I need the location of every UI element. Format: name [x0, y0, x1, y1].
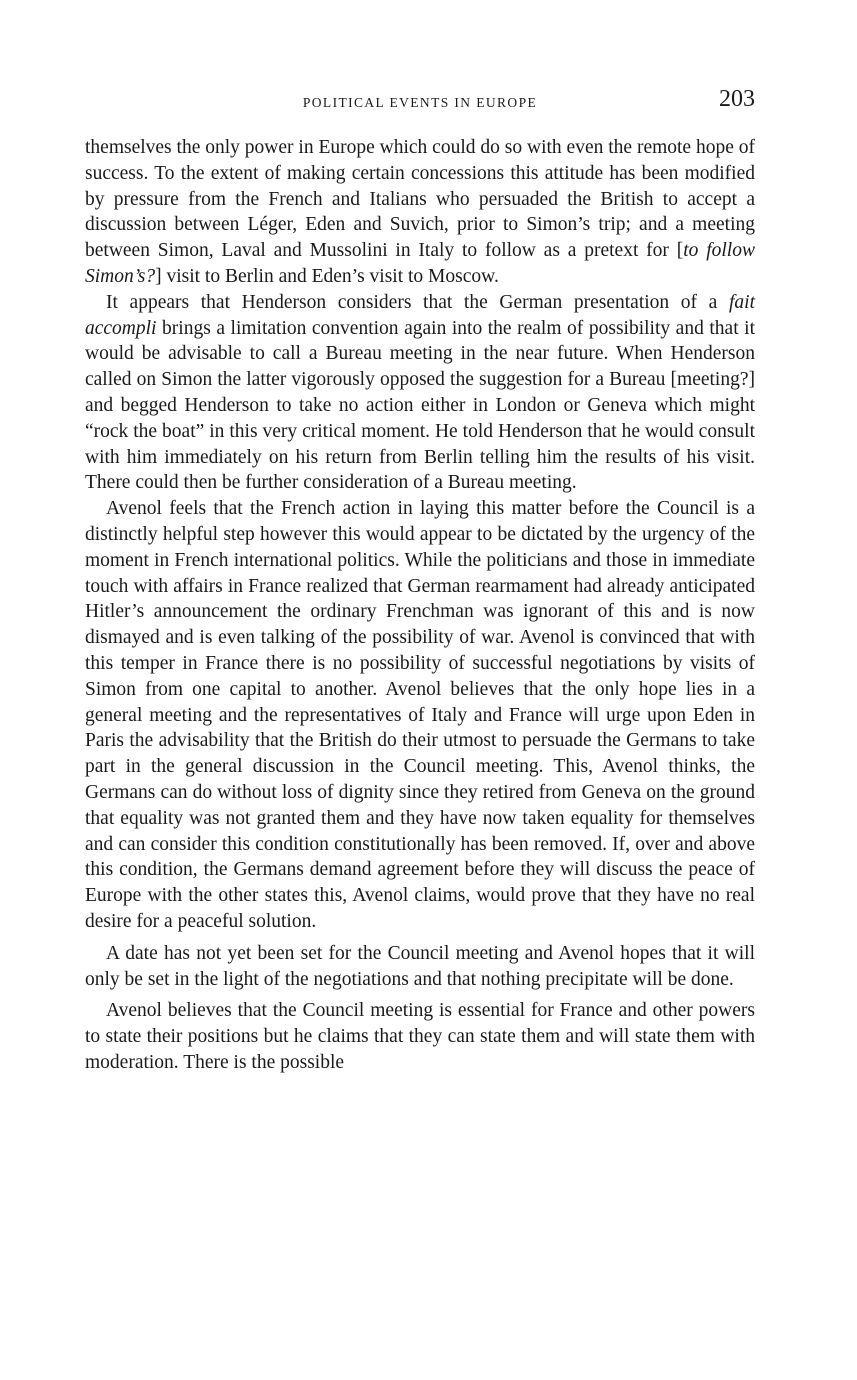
- running-title: POLITICAL EVENTS IN EUROPE: [302, 95, 538, 110]
- paragraph-date: [85, 941, 755, 993]
- running-header: [85, 86, 755, 126]
- paragraph-text: A date has not yet been set for the Council meeting and Avenol hopes that it will only be set in the light of the negotiations and that nothing precipitate will be done.: [85, 942, 755, 990]
- document-page: [85, 86, 755, 1076]
- paragraph-text: Avenol feels that the French action in laying this matter before the Council is a distinctly helpful step however this would appear to be dictated by the urgency of the moment in French international politics. While the politicians and those in immediate touch with affairs in France realized that German rearmament had already anticipated Hitler’s announcement the ordinary Frenchman was ignorant of this and is now dismayed and is even talking of the possibility of war. Avenol is convinced that with this temper in France there is no possibility of successful negotiations by visits of Simon from one capital to another. Avenol believes that the only hope lies in a general meeting and the representatives of Italy and France will urge upon Eden in Paris the advisability that the British do their utmost to persuade the Germans to take part in the general discussion in the Council meeting. This, Avenol thinks, the Germans can do without loss of dignity since they retired from Geneva on the ground that equality was not granted them and they have now taken equality for themselves and can consider this condition constitutionally has been removed. If, over and above this condition, the Germans demand agreement before they will discuss the peace of Europe with the other states this, Avenol claims, would prove that they have no real desire for a peaceful solution.: [85, 498, 755, 932]
- paragraph-continued: [85, 135, 755, 290]
- paragraph-avenol-positions: [85, 998, 755, 1075]
- paragraph-text: ] visit to Berlin and Eden’s visit to Moscow.: [155, 265, 499, 287]
- italic-phrase: fait accompli: [85, 291, 755, 339]
- paragraph-text: brings a limitation convention again into the realm of possibility and that it would be advisable to call a Bureau meeting in the near future. When Henderson called on Simon the latter vigorously opposed the suggestion for a Bureau [meeting?] and begged Henderson to take no action either in London or Geneva which might “rock the boat” in this very critical moment. He told Henderson that he would consult with him immediately on his return from Berlin telling him the results of his visit. There could then be further consideration of a Bureau meeting.: [85, 317, 755, 494]
- paragraph-text: themselves the only power in Europe which could do so with even the remote hope of success. To the extent of making certain concessions this attitude has been modified by pressure from the French and Italians who persuaded the British to accept a discussion between Léger, Eden and Suvich, prior to Simon’s trip; and a meeting between Simon, Laval and Mussolini in Italy to follow as a pretext for [: [85, 137, 755, 262]
- paragraph-text: Avenol believes that the Council meeting is essential for France and other powers to state their positions but he claims that they can state them and will state them with moderation. There is the possible: [85, 1000, 755, 1073]
- body-text: [85, 135, 755, 1076]
- paragraph-henderson: [85, 290, 755, 496]
- paragraph-avenol-council: [85, 496, 755, 935]
- editorial-insertion: to follow Simon’s?: [85, 240, 755, 287]
- page-number: 203: [719, 86, 755, 112]
- paragraph-text: It appears that Henderson considers that the German presentation of a: [106, 291, 729, 313]
